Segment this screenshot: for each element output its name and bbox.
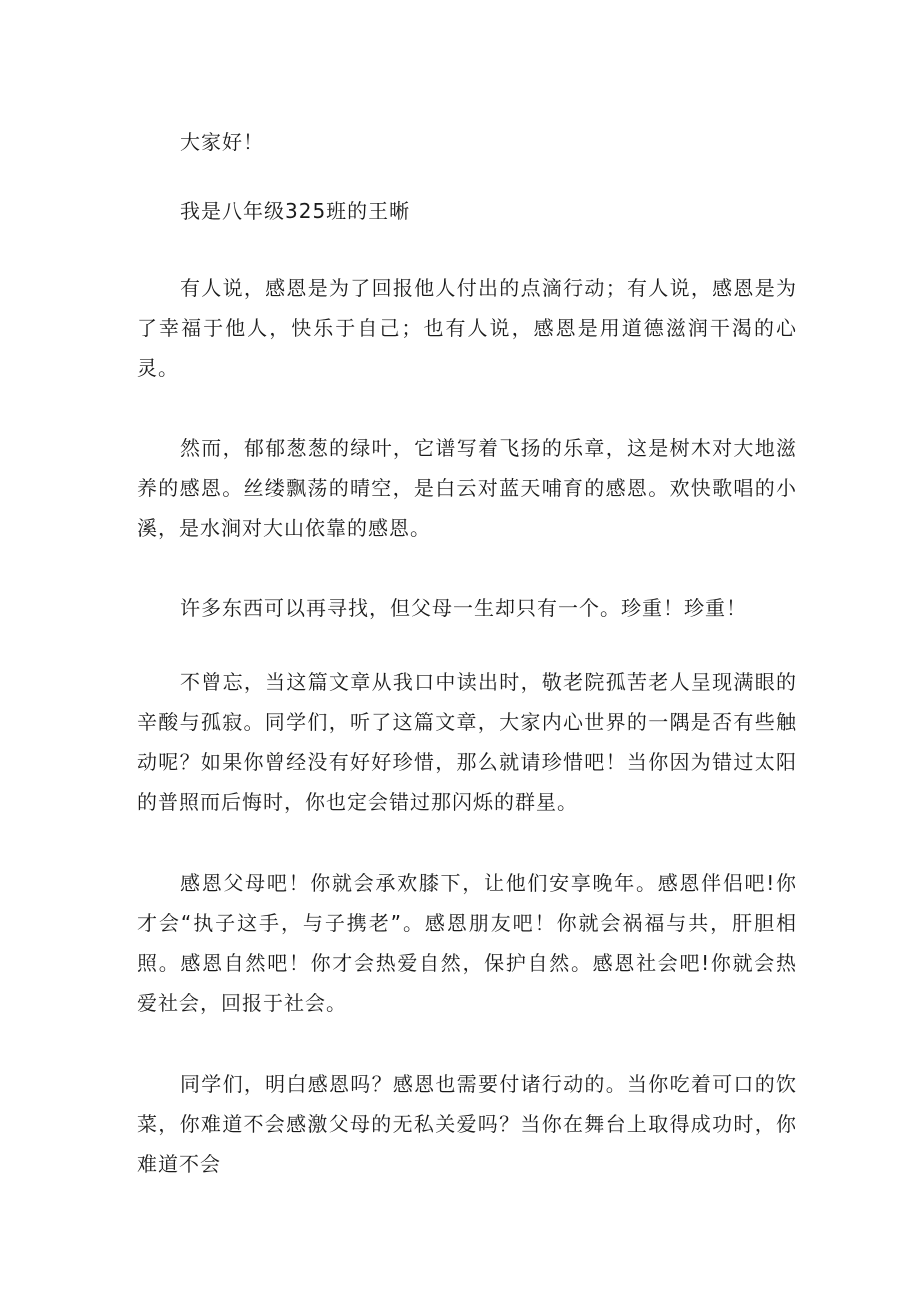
gratitude-definition-paragraph: 有人说，感恩是为了回报他人付出的点滴行动；有人说，感恩是为了幸福于他人，快乐于自己；也有人说，感恩是用道德滋润干渴的心灵。 xyxy=(137,276,797,380)
speech-text xyxy=(137,122,797,1208)
nature-gratitude-paragraph: 然而，郁郁葱葱的绿叶，它谱写着飞扬的乐章，这是树木对大地滋养的感恩。丝缕飘荡的晴空，是白云对蓝天哺育的感恩。欢快歌唱的小溪，是水涧对大山依靠的感恩。 xyxy=(137,436,797,540)
be-grateful-paragraph: 感恩父母吧！你就会承欢膝下，让他们安享晚年。感恩伴侣吧!你才会“执子这手，与子携老”。感恩朋友吧！你就会祸福与共，肝胆相照。感恩自然吧！你才会热爱自然，保护自然。感恩社会吧!你就会热爱社会，回报于社会。 xyxy=(137,871,797,1015)
nursing-home-paragraph: 不曾忘，当这篇文章从我口中读出时，敬老院孤苦老人呈现满眼的辛酸与孤寂。同学们，听了这篇文章，大家内心世界的一隅是否有些触动呢？如果你曾经没有好好珍惜，那么就请珍惜吧！当你因为错过太阳的普照而后悔时，你也定会错过那闪烁的群星。 xyxy=(137,670,797,814)
parents-paragraph: 许多东西可以再寻找，但父母一生却只有一个。珍重！珍重！ xyxy=(180,596,747,620)
action-paragraph: 同学们，明白感恩吗？感恩也需要付诸行动的。当你吃着可口的饮菜，你难道不会感激父母的无私关爱吗？当你在舞台上取得成功时，你难道不会 xyxy=(137,1072,797,1176)
self-introduction-paragraph: 我是八年级325班的王晰 xyxy=(180,199,411,223)
greeting-paragraph: 大家好！ xyxy=(180,130,264,154)
